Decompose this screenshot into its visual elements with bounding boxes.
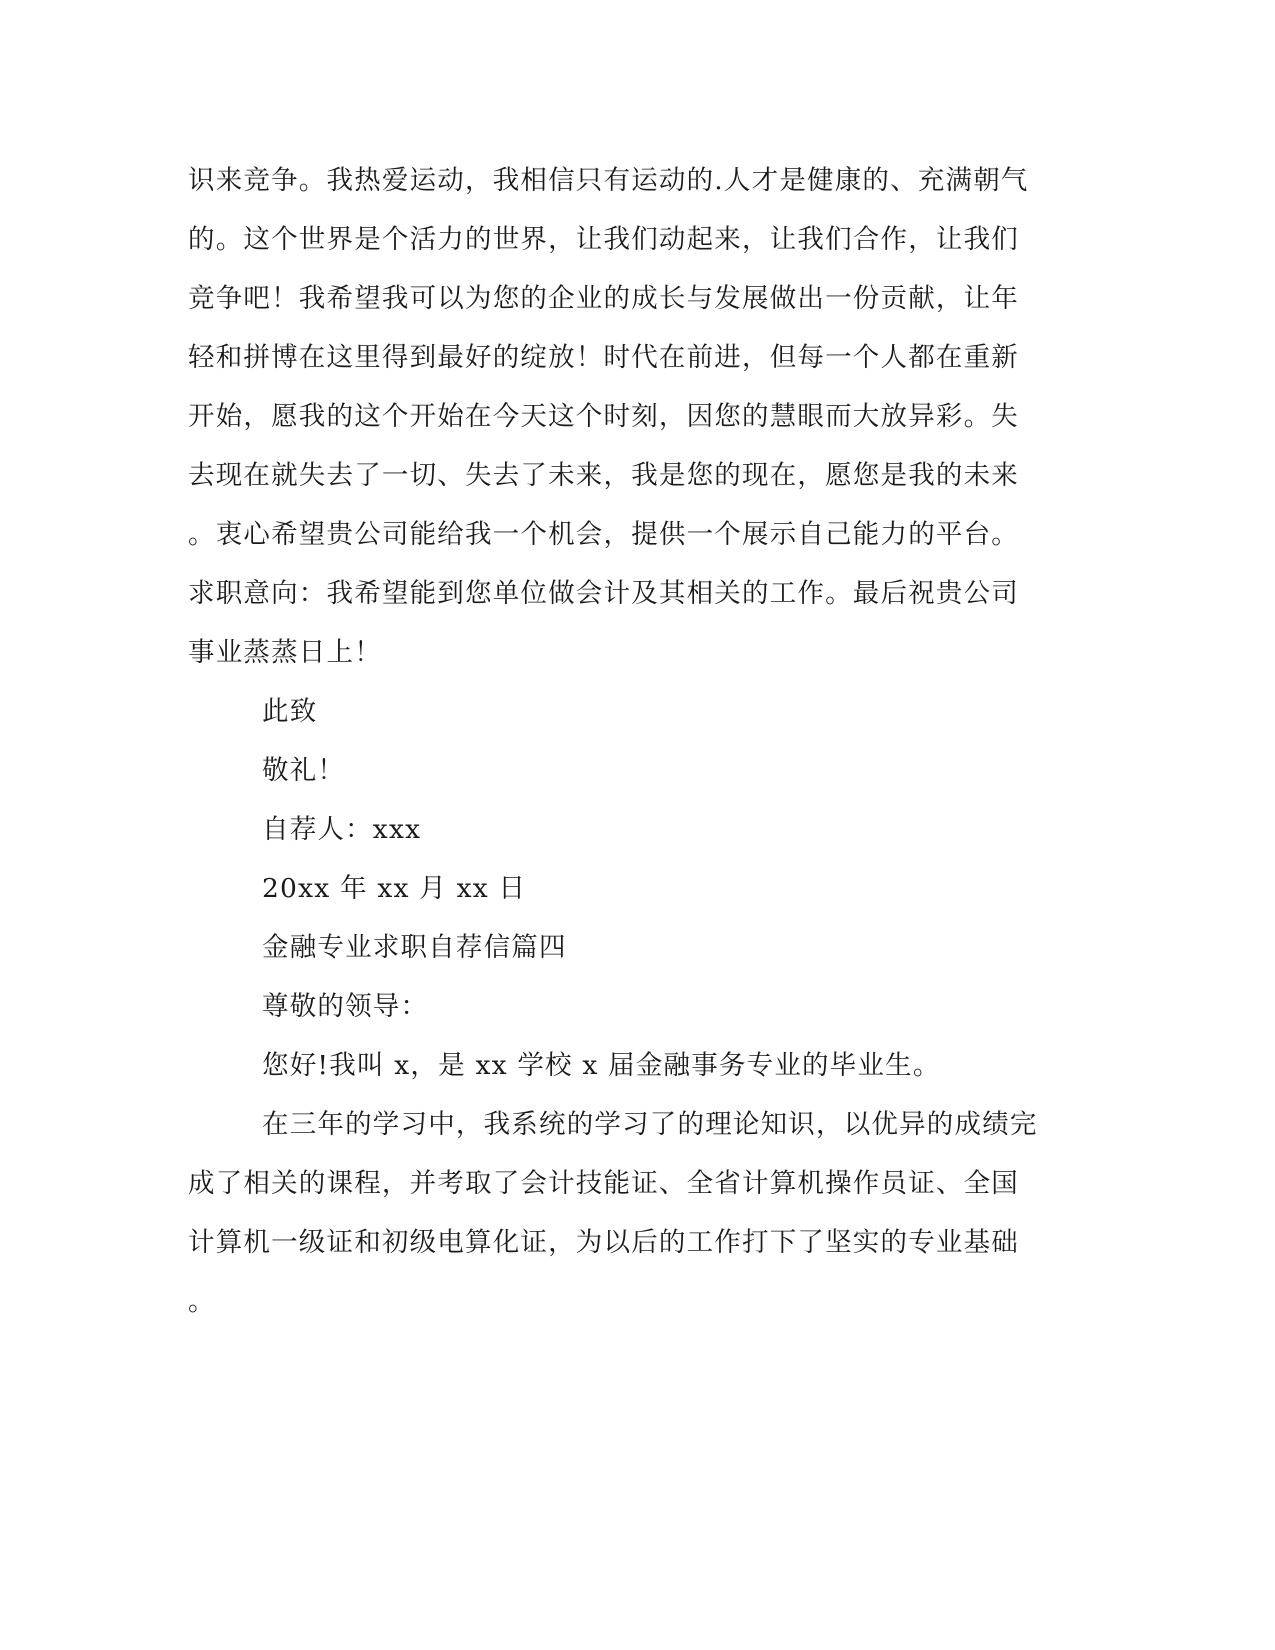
- section-title: 金融专业求职自荐信篇四: [262, 932, 567, 963]
- body-line: 识来竞争。我热爱运动，我相信只有运动的.人才是健康的、充满朝气: [188, 165, 1029, 196]
- body-line: 的。这个世界是个活力的世界，让我们动起来，让我们合作，让我们: [188, 224, 1019, 255]
- signer-line: 自荐人：xxx: [262, 814, 422, 845]
- body-line: 去现在就失去了一切、失去了未来，我是您的现在，愿您是我的未来: [188, 460, 1019, 491]
- body-line: 竞争吧！我希望我可以为您的企业的成长与发展做出一份贡献，让年: [188, 283, 1019, 314]
- paragraph-line: 。: [188, 1286, 216, 1317]
- paragraph-line: 计算机一级证和初级电算化证，为以后的工作打下了坚实的专业基础: [188, 1227, 1019, 1258]
- body-line: 事业蒸蒸日上！: [188, 637, 382, 668]
- paragraph-line: 在三年的学习中，我系统的学习了的理论知识，以优异的成绩完: [262, 1109, 1038, 1140]
- salutation: 尊敬的领导：: [262, 991, 429, 1022]
- date-line: 20xx 年 xx 月 xx 日: [262, 873, 527, 904]
- paragraph-line: 成了相关的课程，并考取了会计技能证、全省计算机操作员证、全国: [188, 1168, 1019, 1199]
- greeting-line: 您好!我叫 x，是 xx 学校 x 届金融事务专业的毕业生。: [262, 1050, 941, 1081]
- body-line: 开始，愿我的这个开始在今天这个时刻，因您的慧眼而大放异彩。失: [188, 401, 1019, 432]
- closing-line-1: 此致: [262, 696, 318, 727]
- closing-line-2: 敬礼！: [262, 755, 346, 786]
- body-line: 求职意向：我希望能到您单位做会计及其相关的工作。最后祝贵公司: [188, 578, 1019, 609]
- body-line: 轻和拼博在这里得到最好的绽放！时代在前进，但每一个人都在重新: [188, 342, 1019, 373]
- body-line: 。衷心希望贵公司能给我一个机会，提供一个展示自己能力的平台。: [188, 519, 1019, 550]
